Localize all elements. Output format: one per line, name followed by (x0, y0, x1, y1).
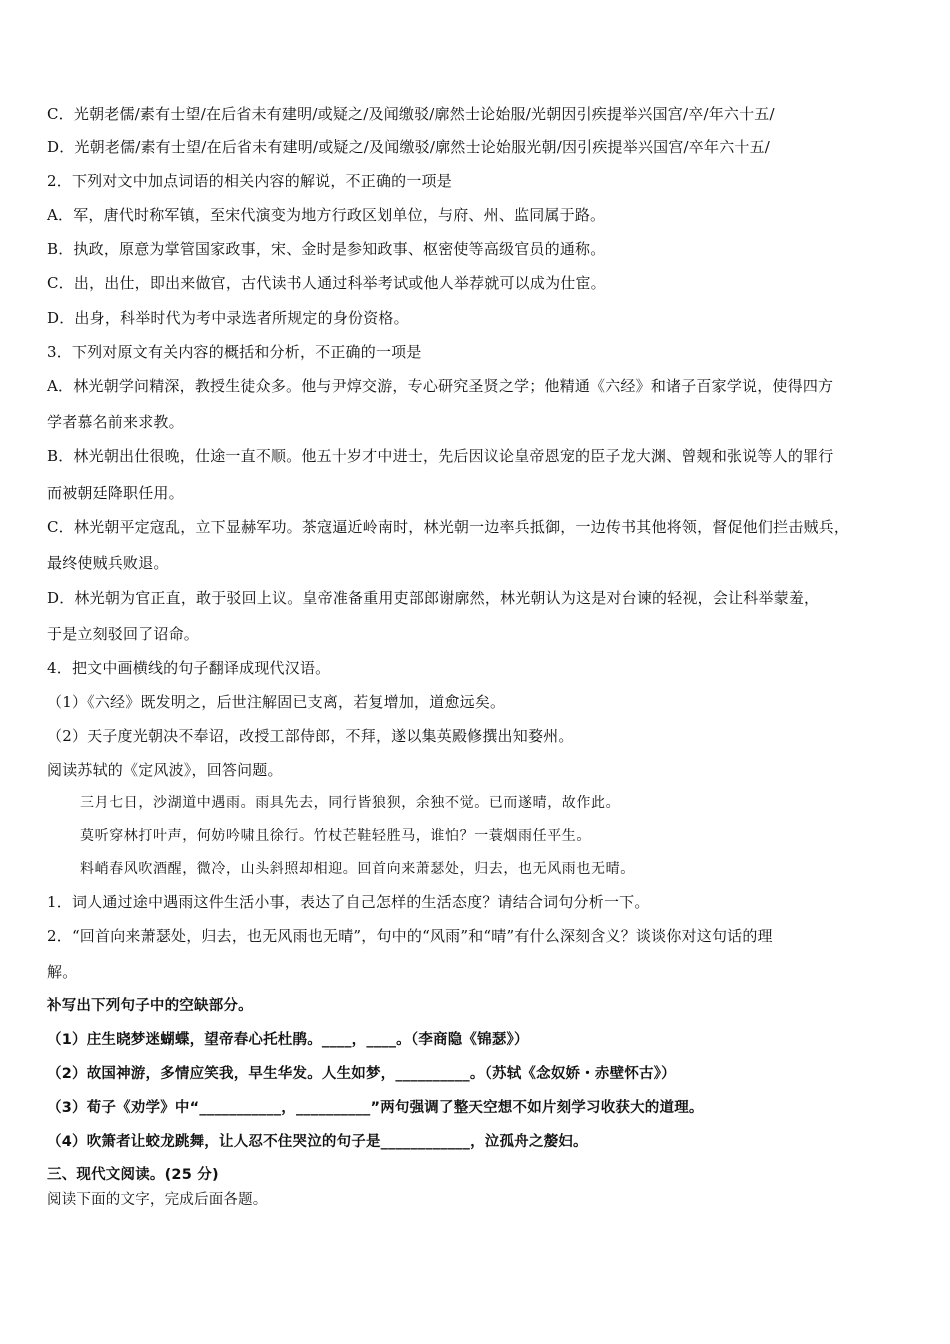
q2-option-d: D．出身，科举时代为考中录选者所规定的身份资格。 (47, 309, 409, 327)
q4-sentence-1: （1）《六经》既发明之，后世注解固已支离，若复增加，道愈远矣。 (47, 693, 506, 711)
q4-stem: 4．把文中画横线的句子翻译成现代汉语。 (47, 659, 331, 677)
q2-option-c: C．出，出仕，即出来做官，古代读书人通过科举考试或他人举荐就可以成为仕宦。 (47, 274, 606, 292)
q3-option-c-line2: 最终使贼兵败退。 (47, 554, 169, 572)
q3-option-a-line2: 学者慕名前来求教。 (47, 413, 184, 431)
q1-option-d: D．光朝老儒/素有士望/在后省未有建明/或疑之/及闻缴驳/廓然士论始服光朝/因引疾提举兴国宫/卒年六十五/ (47, 138, 771, 156)
q2-option-a: A．军，唐代时称军镇，至宋代演变为地方行政区划单位，与府、州、监同属于路。 (47, 206, 606, 224)
fill-blank-item-2: （2）故国神游，多情应笑我，早生华发。人生如梦，__________。（苏轼《念奴娇・赤壁怀古》） (47, 1066, 676, 1082)
q2-option-b: B．执政，原意为掌管国家政事，宋、金时是参知政事、枢密使等高级官员的通称。 (47, 240, 606, 258)
q3-option-d-line1: D．林光朝为官正直，敢于驳回上议。皇帝准备重用吏部郎谢廓然，林光朝认为这是对台谏的轻视，会让科举蒙羞， (47, 589, 820, 607)
poem-line-2: 料峭春风吹酒醒，微冷，山头斜照却相迎。回首向来萧瑟处，归去，也无风雨也无晴。 (80, 861, 635, 877)
q1-option-c: C．光朝老儒/素有士望/在后省未有建明/或疑之/及闻缴驳/廓然士论始服/光朝因引疾提举兴国宫/卒/年六十五/ (47, 105, 775, 123)
q2-stem: 2．下列对文中加点词语的相关内容的解说，不正确的一项是 (47, 172, 452, 190)
q3-option-d-line2: 于是立刻驳回了诏命。 (47, 625, 200, 643)
poem-preface: 三月七日，沙湖道中遇雨。雨具先去，同行皆狼狈，余独不觉。已而遂晴，故作此。 (80, 795, 621, 811)
poem-question-2-line1: 2．“回首向来萧瑟处，归去，也无风雨也无晴”，句中的“风雨”和“晴”有什么深刻含义？谈谈你对这句话的理 (47, 927, 773, 945)
fill-blank-item-4: （4）吹箫者让蛟龙跳舞，让人忍不住哭泣的句子是____________，泣孤舟之嫠妇。 (47, 1134, 588, 1150)
q3-option-b-line2: 而被朝廷降职任用。 (47, 484, 184, 502)
fill-blank-item-1: （1）庄生晓梦迷蝴蝶，望帝春心托杜鹃。____，____。（李商隐《锦瑟》） (47, 1032, 529, 1048)
q3-option-c-line1: C．林光朝平定寇乱，立下显赫军功。茶寇逼近岭南时，林光朝一边率兵抵御，一边传书其他将领，督促他们拦击贼兵， (47, 518, 850, 536)
q3-option-b-line1: B．林光朝出仕很晚，仕途一直不顺。他五十岁才中进士，先后因议论皇帝恩宠的臣子龙大渊、曾觌和张说等人的罪行 (47, 447, 834, 465)
poem-line-1: 莫听穿林打叶声，何妨吟啸且徐行。竹杖芒鞋轻胜马，谁怕？一蓑烟雨任平生。 (80, 828, 591, 844)
q3-option-a-line1: A．林光朝学问精深，教授生徒众多。他与尹焞交游，专心研究圣贤之学；他精通《六经》和诸子百家学说，使得四方 (47, 377, 834, 395)
poem-intro: 阅读苏轼的《定风波》，回答问题。 (47, 761, 283, 779)
poem-question-1: 1．词人通过途中遇雨这件生活小事，表达了自己怎样的生活态度？请结合词句分析一下。 (47, 893, 650, 911)
section-3-intro: 阅读下面的文字，完成后面各题。 (47, 1192, 268, 1208)
q4-sentence-2: （2）天子度光朝决不奉诏，改授工部侍郎，不拜，遂以集英殿修撰出知婺州。 (47, 727, 574, 745)
q3-stem: 3．下列对原文有关内容的概括和分析，不正确的一项是 (47, 343, 422, 361)
fill-blank-title: 补写出下列句子中的空缺部分。 (47, 998, 253, 1014)
poem-question-2-line2: 解。 (47, 963, 78, 981)
section-3-title: 三、现代文阅读。(25 分) (47, 1167, 219, 1183)
fill-blank-item-3: （3）荀子《劝学》中“___________，__________”两句强调了整天空想不如片刻学习收获大的道理。 (47, 1100, 704, 1116)
